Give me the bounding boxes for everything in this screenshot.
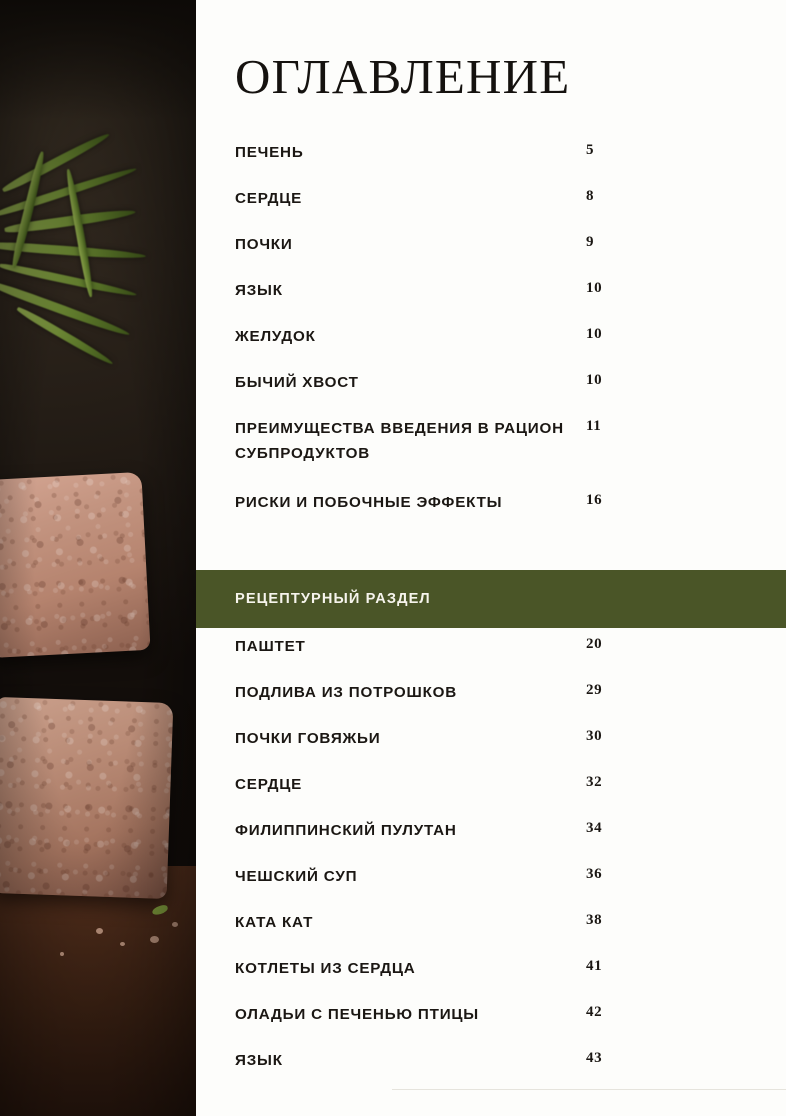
toc-entry-label: СЕРДЦЕ	[235, 776, 303, 793]
toc-entry-label: КАТА КАТ	[235, 914, 314, 931]
toc-entry-page: 36	[586, 866, 603, 882]
toc-entry[interactable]	[196, 680, 786, 726]
toc-entry[interactable]	[196, 910, 786, 956]
toc-entry-label: БЫЧИЙ ХВОСТ	[235, 374, 359, 391]
page-bottom-rule	[392, 1089, 786, 1090]
toc-entry-page: 11	[586, 418, 602, 434]
toc-entry-page: 38	[586, 912, 603, 928]
toc-entry-label: ЯЗЫК	[235, 282, 283, 299]
toc-entry-label: ПОЧКИ ГОВЯЖЬИ	[235, 730, 381, 747]
toc-entry-label: ЖЕЛУДОК	[235, 328, 316, 345]
toc-entry[interactable]	[196, 324, 786, 370]
toc-entry-page: 8	[586, 188, 595, 204]
toc-entry-label: РИСКИ И ПОБОЧНЫЕ ЭФФЕКТЫ	[235, 494, 503, 511]
toc-entry[interactable]	[196, 232, 786, 278]
toc-entry[interactable]	[196, 370, 786, 416]
toc-entry[interactable]	[196, 1002, 786, 1048]
toc-entry-label: ЯЗЫК	[235, 1052, 283, 1069]
toc-entry-page: 20	[586, 636, 603, 652]
toc-entry-label: СЕРДЦЕ	[235, 190, 303, 207]
toc-entry[interactable]	[196, 864, 786, 910]
toc-entry[interactable]	[196, 278, 786, 324]
toc-entry[interactable]	[196, 140, 786, 186]
toc-entry[interactable]	[196, 490, 786, 564]
page-title: ОГЛАВЛЕНИЕ	[235, 49, 571, 104]
toc-section-label: РЕЦЕПТУРНЫЙ РАЗДЕЛ	[235, 591, 431, 607]
toc-entry-page: 32	[586, 774, 603, 790]
toc-entry-label: ЧЕШСКИЙ СУП	[235, 868, 358, 885]
toc-entry-page: 10	[586, 326, 603, 342]
toc-entry-page: 34	[586, 820, 603, 836]
toc-entry-page: 10	[586, 372, 603, 388]
toc-entry-page: 42	[586, 1004, 603, 1020]
toc-entry-page: 43	[586, 1050, 603, 1066]
toc-entry-page: 10	[586, 280, 603, 296]
toc-entry-label: ПЕЧЕНЬ	[235, 144, 304, 161]
toc-entry-page: 9	[586, 234, 595, 250]
toc-entry[interactable]	[196, 186, 786, 232]
table-of-contents	[196, 140, 786, 1094]
toc-entry-label: ПОДЛИВА ИЗ ПОТРОШКОВ	[235, 684, 458, 701]
toc-entry-page: 29	[586, 682, 603, 698]
toc-entry-page: 5	[586, 142, 595, 158]
toc-content	[196, 0, 786, 1116]
toc-entry[interactable]	[196, 1048, 786, 1094]
toc-entry[interactable]	[196, 416, 786, 490]
toc-section-header	[196, 570, 786, 628]
toc-entry[interactable]	[196, 772, 786, 818]
photo-vignette	[0, 0, 196, 1116]
toc-entry-label: КОТЛЕТЫ ИЗ СЕРДЦА	[235, 960, 416, 977]
toc-entry-page: 16	[586, 492, 603, 508]
toc-entry[interactable]	[196, 818, 786, 864]
cookbook-photo	[0, 0, 196, 1116]
toc-entry-label: ПОЧКИ	[235, 236, 293, 253]
toc-entry-label: ФИЛИППИНСКИЙ ПУЛУТАН	[235, 822, 457, 839]
toc-entry-page: 41	[586, 958, 603, 974]
toc-entry-label: ПРЕИМУЩЕСТВА ВВЕДЕНИЯ В РАЦИОН СУБПРОДУКТОВ	[235, 420, 564, 463]
toc-entry-label: ОЛАДЬИ С ПЕЧЕНЬЮ ПТИЦЫ	[235, 1006, 479, 1023]
toc-entry-label: ПАШТЕТ	[235, 638, 306, 655]
photo-top-fade	[0, 0, 196, 120]
toc-entry[interactable]	[196, 726, 786, 772]
toc-entry[interactable]	[196, 956, 786, 1002]
toc-entry-page: 30	[586, 728, 603, 744]
toc-entry[interactable]	[196, 634, 786, 680]
